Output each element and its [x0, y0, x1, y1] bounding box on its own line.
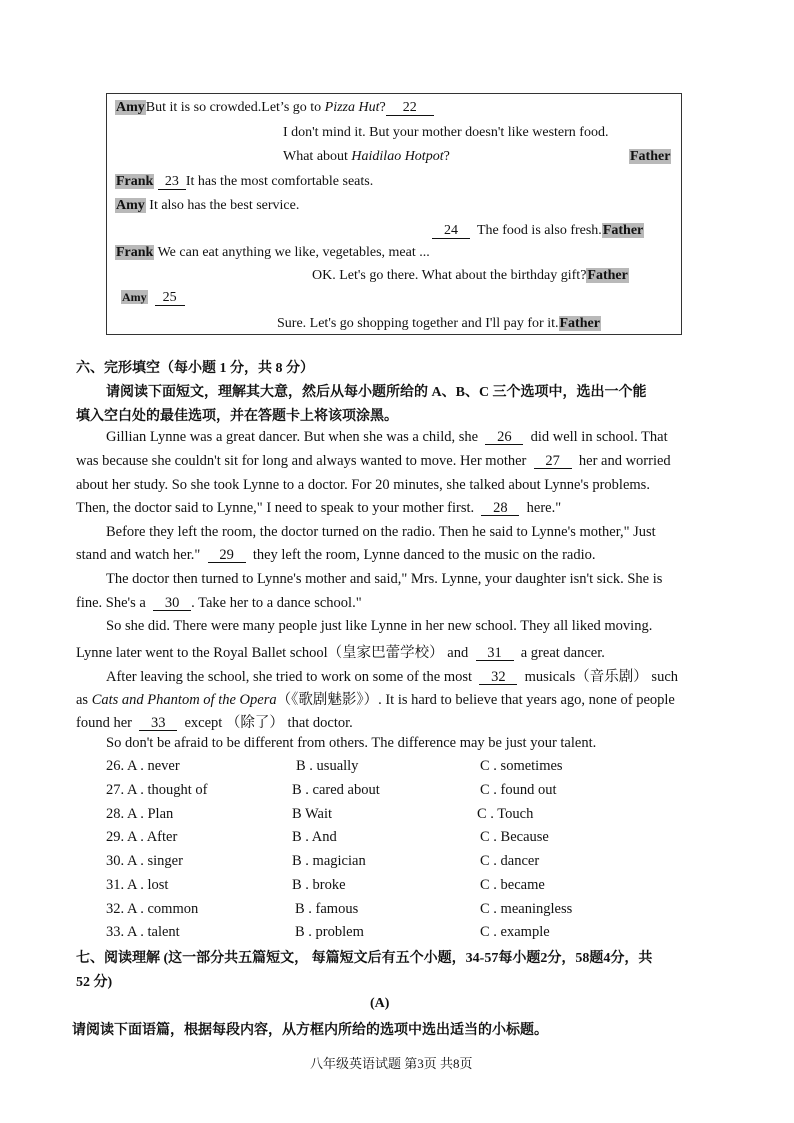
passage-line: as Cats and Phantom of the Opera（《歌剧魅影》）. It is hard to believe that years ago, none of people — [76, 692, 675, 708]
section-6-title: 六、完形填空（每小题 1 分，共 8 分） — [76, 361, 314, 376]
dialogue-line-5: Amy It also has the best service. — [116, 198, 300, 213]
speaker-label: Father — [559, 316, 600, 331]
option-a: 30. A . singer — [106, 853, 183, 869]
passage-line: After leaving the school, she tried to work on some of the most 32 musicals（音乐剧） such — [106, 669, 679, 685]
passage-line: fine. She's a 30 . Take her to a dance school." — [76, 595, 362, 611]
passage-line: found her 33 except （除了） that doctor. — [76, 715, 353, 731]
dialogue-line-6: 24 The food is also fresh.Father — [432, 223, 644, 239]
option-b: B . famous — [295, 901, 359, 917]
option-b: B . And — [292, 829, 337, 845]
passage-line: about her study. So she took Lynne to a doctor. For 20 minutes, she talked about Lynne's problems. — [76, 477, 650, 493]
dialogue-line-3: What about Haidilao Hotpot? — [283, 149, 450, 164]
passage-line: Before they left the room, the doctor turned on the radio. Then he said to Lynne's mother," Just — [106, 524, 656, 540]
blank-31: 31 — [476, 646, 514, 661]
dialogue-line-7: Frank We can eat anything we like, vegetables, meat ... — [116, 245, 430, 260]
option-b: B Wait — [292, 806, 333, 822]
option-a: 28. A . Plan — [106, 806, 174, 822]
blank-27: 27 — [534, 454, 572, 469]
dialogue-line-10: Sure. Let's go shopping together and I'll pay for it.Father — [277, 316, 600, 331]
blank-32: 32 — [479, 670, 517, 685]
speaker-label: Father — [630, 149, 671, 164]
passage-line: So she did. There were many people just like Lynne in her new school. They all liked moving. — [106, 618, 653, 634]
speaker-label: Father — [602, 223, 644, 238]
passage-line: Gillian Lynne was a great dancer. But when she was a child, she 26 did well in school. That — [106, 429, 668, 445]
passage-line: The doctor then turned to Lynne's mother and said," Mrs. Lynne, your daughter isn't sick. She is — [106, 571, 663, 587]
blank-29: 29 — [208, 548, 246, 563]
speaker-label: Amy — [116, 198, 145, 213]
dialogue-line-1: AmyBut it is so crowded.Let’s go to Pizza Hut? 22 — [115, 100, 434, 116]
blank-30: 30 — [153, 596, 191, 611]
option-c: C . found out — [480, 782, 557, 798]
passage-line: Lynne later went to the Royal Ballet school（皇家巴蕾学校） and 31 a great dancer. — [76, 645, 605, 661]
option-c: C . Touch — [477, 806, 534, 822]
blank-22: 22 — [386, 101, 434, 116]
passage-line: So don't be afraid to be different from others. The difference may be just your talent. — [106, 735, 597, 751]
option-b: B . magician — [292, 853, 366, 869]
option-b: B . usually — [296, 758, 359, 774]
passage-line: stand and watch her." 29 they left the room, Lynne danced to the music on the radio. — [76, 547, 596, 563]
option-b: B . cared about — [292, 782, 380, 798]
option-c: C . example — [480, 924, 550, 940]
option-a: 33. A . talent — [106, 924, 180, 940]
speaker-label: Frank — [116, 174, 154, 189]
option-a: 26. A . never — [106, 758, 180, 774]
option-a: 32. A . common — [106, 901, 199, 917]
blank-33: 33 — [139, 716, 177, 731]
blank-24: 24 — [432, 224, 470, 239]
option-a: 29. A . After — [106, 829, 178, 845]
option-b: B . broke — [292, 877, 346, 893]
section-6-instruction-2: 填入空白处的最佳选项，并在答题卡上将该项涂黑。 — [76, 409, 398, 424]
passage-a-label: (A) — [370, 996, 390, 1011]
section-7-instruction: 请阅读下面语篇，根据每段内容，从方框内所给的选项中选出适当的小标题。 — [72, 1023, 548, 1038]
option-b: B . problem — [295, 924, 364, 940]
section-6-instruction-1: 请阅读下面短文，理解其大意，然后从每小题所给的 A、B、C 三个选项中，选出一个能 — [106, 385, 647, 400]
option-c: C . became — [480, 877, 545, 893]
section-7-title-cont: 52 分) — [76, 975, 113, 990]
dialogue-line-2: I don't mind it. But your mother doesn't like western food. — [283, 125, 609, 140]
dialogue-line-4: Frank 23 It has the most comfortable seats. — [116, 174, 374, 189]
dialogue-box — [106, 93, 682, 335]
blank-26: 26 — [485, 430, 523, 445]
option-a: 27. A . thought of — [106, 782, 208, 798]
passage-line: Then, the doctor said to Lynne," I need to speak to your mother first. 28 here." — [76, 500, 562, 516]
section-7-title: 七、阅读理解 (这一部分共五篇短文， 每篇短文后有五个小题，34-57每小题2分，58题4分，共 — [76, 951, 653, 966]
blank-23: 23 — [158, 175, 186, 190]
blank-25: 25 — [155, 291, 185, 306]
option-c: C . Because — [480, 829, 549, 845]
passage-line: was because she couldn't sit for long and always wanted to move. Her mother 27 her and worried — [76, 453, 671, 469]
dialogue-line-9 — [121, 290, 185, 306]
dialogue-line-8: OK. Let's go there. What about the birthday gift?Father — [312, 268, 628, 283]
page-footer: 八年级英语试题 第3页 共8页 — [310, 1056, 473, 1071]
speaker-label: Father — [587, 268, 628, 283]
blank-28: 28 — [481, 501, 519, 516]
speaker-label: Frank — [116, 245, 154, 260]
option-a: 31. A . lost — [106, 877, 169, 893]
option-c: C . sometimes — [480, 758, 563, 774]
option-c: C . dancer — [480, 853, 540, 869]
speaker-label: Amy — [116, 100, 145, 115]
speaker-label: Amy — [122, 290, 147, 304]
option-c: C . meaningless — [480, 901, 573, 917]
dialogue-line-3-speaker — [629, 149, 671, 165]
